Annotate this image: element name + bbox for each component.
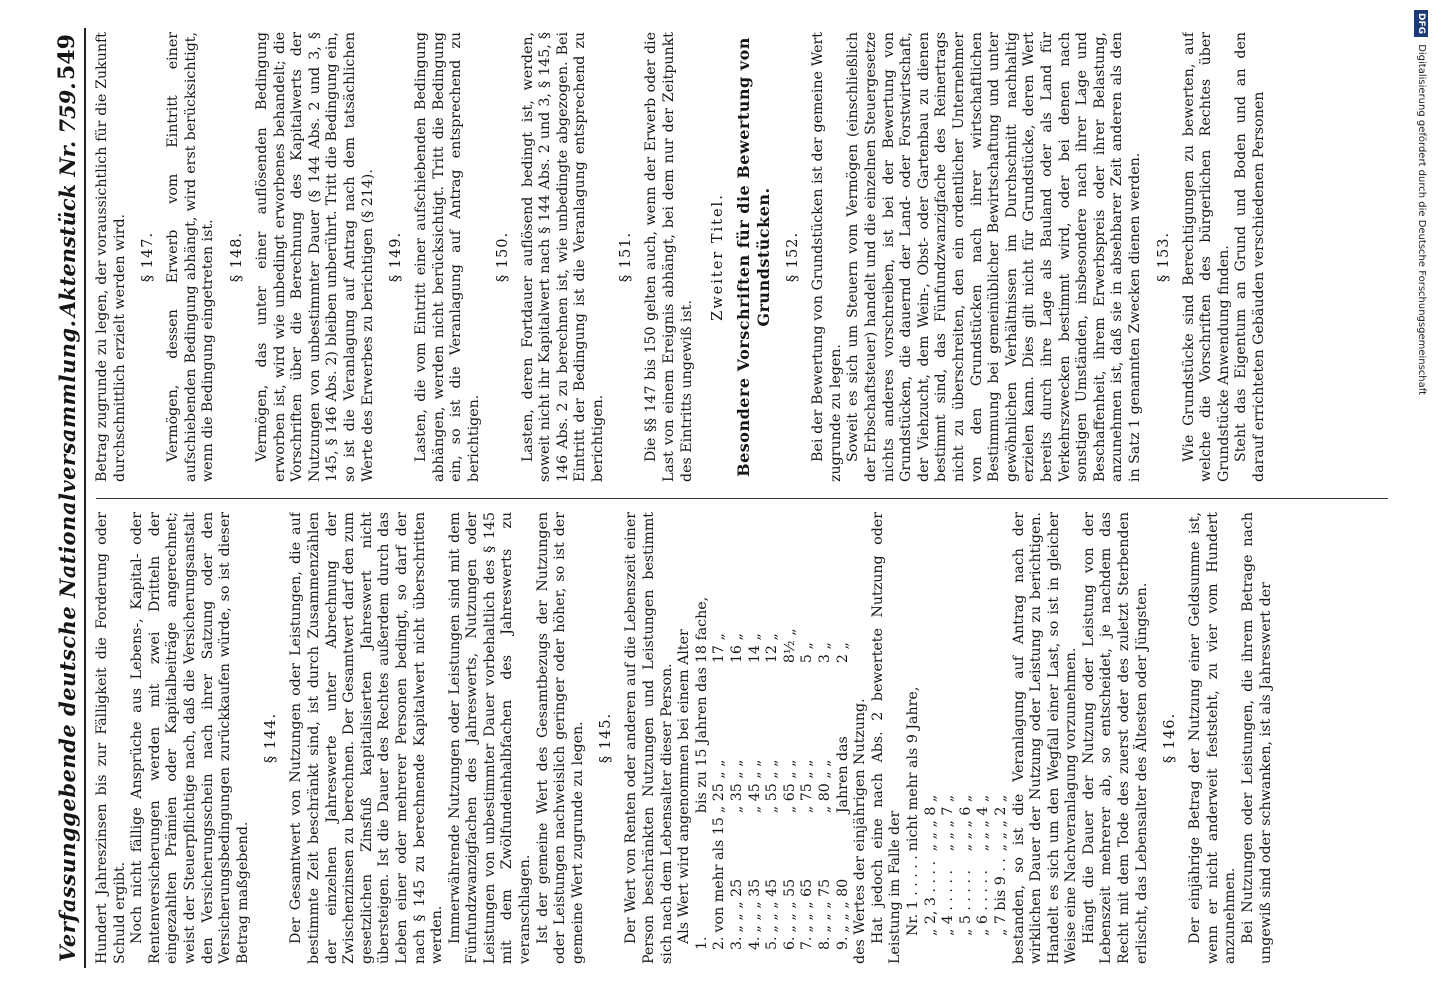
paragraph: Betrag zugrunde zu legen, der voraussichtlich für die Zukunft durchschnittlich erzielt werden wird. [94, 32, 128, 482]
paragraph: Die §§ 147 bis 150 gelten auch, wenn der Erwerb oder die Last von einem Ereignis abhängt, bei dem nur der Zeitpunkt des Eintritts ungewiß ist. [643, 32, 695, 482]
table-cell: 1. [693, 936, 710, 950]
table-row [975, 683, 993, 936]
table-cell: „ „ „ 4 „ [975, 794, 992, 852]
table-row [747, 593, 765, 950]
table-row [711, 593, 729, 950]
paragraph: Bei der Bewertung von Grundstücken ist der gemeine Wert zugrunde zu legen. [810, 32, 844, 482]
paragraph: Als Wert wird angenommen bei einem Alter [676, 629, 693, 944]
table-cell: „ 25 „ „ [711, 759, 728, 814]
paragraph: Hat jedoch eine nach Abs. 2 bewertete Nutzung oder Leistung im Falle der [869, 512, 904, 964]
table-row [782, 593, 800, 950]
table-cell: „ „ „ 7 „ [940, 794, 957, 852]
paragraph: Der Wert von Renten oder anderen auf die Lebenszeit einer Person beschränkten Nutzungen und Leistungen bestimmt sich nach dem Lebensalter dieser Person. [623, 512, 675, 964]
table-cell: 6. [781, 936, 798, 950]
table-cell: „ 35 „ „ [729, 759, 745, 814]
paragraph: Soweit es sich um Steuern vom Vermögen (einschließlich der Erbschaftsteuer) handelt und die einzelnen Steuergesetze nichts anderes vorschreiben, ist bei der Bewertung von Grundstücken, die dauernd der Land- oder Forstwirtschaft, der Viehzucht, dem Wein-, Obst- oder Gartenbau zu dienen bestimmt sind, das Fünfundzwanzigfache des Reinertrags nicht zu überschreiten, den ein ordentlicher Unternehmer von den Grundstücken nach ihrer wirtschaftlichen Bestimmung bei gemeinüblicher Bewirtschaftung und unter gewöhnlichen Verhältnissen im Durchschnitt nachhaltig erzielen kann. Dies gilt nicht für Grundstücke, deren Wert bereits durch ihre Lage als Bauland oder als Land für Verkehrszwecken bestimmt wird, oder bei denen nach sonstigen Umständen, insbesondere nach ihrer Lage und Beschaffenheit, ihrem Erwerbspreis oder ihrer Belastung, anzunehmen ist, daß sie in absehbarer Zeit anderen als den in Satz 1 genannten Zwecken dienen werden. [845, 32, 1143, 482]
table-cell: 7. [799, 936, 816, 950]
table-cell: 18 fache, [693, 596, 710, 664]
paragraph: Der einjährige Betrag der Nutzung einer Geldsumme ist, wenn er nicht anderweit feststeht, zu vier vom Hundert anzunehmen. [1187, 512, 1239, 964]
paragraph: Hängt die Dauer der Nutzung oder Leistung von der Lebenszeit mehrerer ab, so entscheidet, je nachdem das Recht mit dem Tode des zuerst oder des zuletzt Sterbenden erlischt, das Lebensalter des Ältesten oder Jüngsten. [1080, 512, 1150, 964]
section-heading: § 144. [263, 712, 280, 764]
table-cell: Nr. 1 . . . . . [904, 855, 921, 936]
table-cell: nicht mehr als 9 Jahre, [904, 686, 921, 852]
table-cell: 5. [764, 936, 781, 950]
age-multiplier-table [694, 593, 852, 950]
table-cell: „ „ „ 6 „ [957, 794, 974, 852]
paragraph: des Wertes der einjährigen Nutzung. [852, 698, 869, 964]
funding-side-note [1404, 10, 1432, 1000]
table-cell: 4. [746, 936, 763, 950]
table-cell: „ „ „ 2 „ [992, 794, 1009, 852]
header-document-number: Aktenstück Nr. 759. [55, 82, 80, 318]
funding-note-text: Digitalisierung gefördert durch die Deutsche Forschungsgemeinschaft [1416, 44, 1427, 396]
section-heading: § 151. [618, 231, 635, 283]
paragraph: Vermögen, das unter einer auflösenden Bedingung erworben ist, wird wie unbedingt erworbenes behandelt; die Vorschriften über die Berechnung des Kapitalwerts der Nutzungen von unbestimmter Dauer (§ 144 Abs. 2 und 3, § 145, § 146 Abs. 2) bleiben unberührt. Tritt die Bedingung ein, so ist die Veranlagung auf Antrag nach dem tatsächlichen Werte des Erwerbes zu berichtigen (§ 214). [253, 32, 376, 482]
paragraph: Noch nicht fällige Ansprüche aus Lebens-, Kapital- oder Rentenversicherungen werden mit zwei Dritteln der eingezahlten Prämien oder Kapitalbeiträge angerechnet; weist der Steuerpflichtige nach, daß die Versicherungsanstalt den Versicherungsschein nach ihrer Satzung oder den Versicherungsbedingungen zurückkaufen würde, so ist dieser Betrag maßgebend. [129, 512, 251, 964]
funding-note-text-wrap [1400, 10, 1428, 1000]
table-cell: „ „ „ 45 [764, 878, 781, 933]
table-cell: 3 „ [816, 642, 833, 664]
text-columns [94, 28, 1392, 968]
paragraph: Der Gesamtwert von Nutzungen oder Leistungen, die auf bestimmte Zeit beschränkt sind, ist durch Zusammenzählen der einzelnen Jahreswerte unter Abrechnung der Zwischenzinsen zu berechnen. Der Gesamtwert darf den zum gesetzlichen Zinsfuß kapitalisierten Jahreswert nicht übersteigen. Ist die Dauer des Rechtes außerdem durch das Leben einer oder mehrerer Personen bedingt, so darf der nach § 145 zu berechnende Kapitalwert nicht überschritten werden. [288, 512, 446, 964]
table-cell: „ 2, 3 . . . . [922, 860, 939, 936]
section-heading: § 148. [228, 231, 245, 283]
table-row [835, 593, 853, 950]
table-row [993, 683, 1011, 936]
dfg-logo-badge: DFG [1414, 10, 1428, 37]
table-row [940, 683, 958, 936]
table-row [764, 593, 782, 950]
table-row [817, 593, 835, 950]
table-cell: Jahren das [834, 736, 851, 814]
paragraph: bestanden, so ist die Veranlagung auf Antrag nach der wirklichen Dauer der Nutzung oder Leistung zu berichtigen. Handelt es sich um den Wegfall einer Last, so ist in gleicher Weise eine Nachveranlagung vorzunehmen. [1010, 512, 1080, 964]
table-cell: bis zu 15 Jahren das [693, 667, 710, 814]
title-heading: Besondere Vorschriften für die Bewertung von Grundstücken. [734, 37, 774, 477]
table-cell: „ „ „ 80 [834, 878, 851, 933]
table-cell: „ 6 . . . . . [975, 870, 992, 936]
rotated-document-page [52, 28, 1392, 968]
table-cell: 8. [816, 936, 833, 950]
table-cell: von mehr als 15 [711, 817, 728, 933]
paragraph: Wie Grundstücke sind Berechtigungen zu bewerten, auf welche die Vorschriften des bürgerlichen Rechtes über Grundstücke Anwendung finden. [1180, 32, 1232, 482]
duration-table [905, 683, 1011, 936]
table-cell: 12 „ [764, 633, 781, 664]
table-row [729, 593, 747, 950]
section-heading: § 153. [1155, 231, 1172, 283]
table-cell: „ „ „ 65 [799, 878, 816, 933]
table-cell: 17 „ [711, 633, 728, 664]
table-cell: 9. [834, 936, 851, 950]
table-cell: „ 55 „ „ [764, 759, 781, 814]
table-cell: „ 5 . . . . . [957, 870, 974, 936]
paragraph: Vermögen, dessen Erwerb vom Eintritt einer aufschiebenden Bedingung abhängt, wird erst berücksichtigt, wenn die Bedingung eingetreten ist. [165, 32, 217, 482]
table-cell: „ „ „ 35 [746, 878, 763, 933]
table-cell: „ „ „ 25 [729, 878, 745, 933]
table-cell: „ 7 bis 9 . . [992, 858, 1009, 936]
header-title: Verfassunggebende deutsche Nationalversammlung. [55, 319, 80, 962]
table-cell [694, 813, 712, 932]
table-cell: „ „ „ 75 [816, 878, 833, 933]
table-cell: „ 75 „ „ [799, 759, 816, 814]
table-row [958, 683, 976, 936]
section-heading: § 149. [388, 231, 405, 283]
paragraph: Bei Nutzungen oder Leistungen, die ihrem Betrage nach ungewiß sind oder schwanken, ist als Jahreswert der [1240, 512, 1274, 964]
table-cell: „ „ „ 55 [781, 878, 798, 933]
right-column [94, 32, 1392, 482]
section-heading: § 146. [1162, 712, 1179, 764]
table-cell: 2 „ [834, 642, 851, 664]
table-cell: 2. [711, 936, 728, 950]
table-cell: 16 „ [729, 633, 745, 664]
page-number: 549 [54, 34, 80, 80]
left-column [94, 512, 1392, 964]
table-cell: „ 80 „ „ [816, 759, 833, 814]
table-cell: „ 65 „ „ [781, 759, 798, 814]
section-heading: § 147. [140, 231, 157, 283]
table-cell: 8½ „ [781, 628, 798, 664]
table-row [905, 683, 923, 936]
table-cell: 5 „ [799, 642, 816, 664]
table-row [799, 593, 817, 950]
table-cell: 3. [729, 936, 745, 950]
page-header [52, 28, 86, 968]
table-cell: „ „ „ 8 „ [922, 794, 939, 852]
paragraph: Lasten, die vom Eintritt einer aufschiebenden Bedingung abhängen, werden nicht berücksichtigt. Tritt die Bedingung ein, so ist die Veranlagung auf Antrag entsprechend zu berichtigen. [413, 32, 482, 482]
paragraph: Ist der gemeine Wert des Gesamtbezugs der Nutzungen oder Leistungen nachweislich geringer oder höher, so ist der gemeine Wert zugrunde zu legen. [534, 512, 586, 964]
paragraph: Steht das Eigentum an Grund und Boden und an den darauf errichteten Gebäuden verschiedenen Personen [1233, 32, 1267, 482]
paragraph: Immerwährende Nutzungen oder Leistungen sind mit dem Fünfundzwanzigfachen des Jahreswerts, Nutzungen oder Leistungen von unbestimmter Dauer vorbehaltlich des § 145 mit dem Zwölfundeinhalbfachen des Jahreswerts zu veranschlagen. [446, 512, 534, 964]
table-row [694, 593, 712, 950]
title-subheading: Zweiter Titel. [710, 193, 727, 321]
paragraph: Hundert Jahreszinsen bis zur Fälligkeit die Forderung oder Schuld ergibt. [94, 512, 128, 964]
paragraph: Lasten, deren Fortdauer auflösend bedingt ist, werden, soweit nicht ihr Kapitalwert nach § 144 Abs. 2 und 3, § 145, § 146 Abs. 2 zu berechnen ist, wie unbedingte abgezogen. Bei Eintritt der Bedingung ist die Veranlagung entsprechend zu berichtigen. [519, 32, 606, 482]
table-cell: „ 4 . . . . . [940, 870, 957, 936]
section-heading: § 152. [785, 231, 802, 283]
table-cell: 14 „ [746, 633, 763, 664]
section-heading: § 150. [494, 231, 511, 283]
table-cell: „ 45 „ „ [746, 759, 763, 814]
table-row [923, 683, 941, 936]
section-heading: § 145. [598, 712, 615, 764]
